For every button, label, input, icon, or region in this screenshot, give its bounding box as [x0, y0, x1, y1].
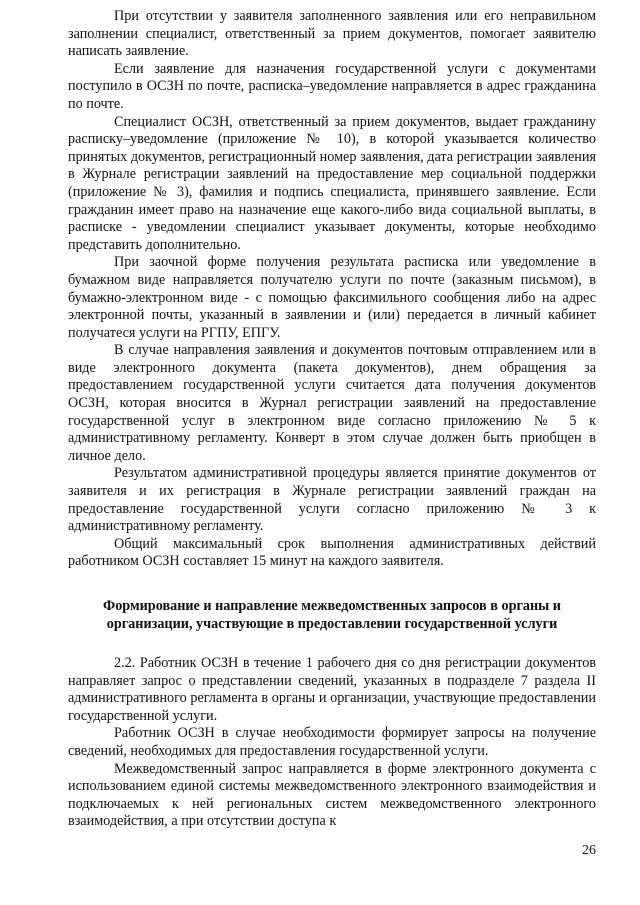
- paragraph-electronic-request: Межведомственный запрос направляется в форме электронного документа с использованием единой системы межведомственного электронного взаимодействия и подключаемых к ней региональных систем межведомственного электронного взаимодействия, а при отсутствии доступа к: [68, 760, 596, 830]
- paragraph-postal-application: Если заявление для назначения государственной услуги с документами поступило в ОСЗН по почте, расписка–уведомление направляется в адрес гражданина по почте.: [68, 60, 596, 112]
- document-page: [68, 8, 596, 831]
- paragraph-receipt-notification: Специалист ОСЗН, ответственный за прием документов, выдает гражданину расписку–уведомление (приложение № 10), в которой указывается количество принятых документов, регистрационный номер заявления, дата регистрации заявления в Журнале регистрации заявлений на предоставление мер социальной поддержки (приложение № 3), фамилия и подпись специалиста, принявшего заявление. Если гражданин имеет право на назначение еще какого-либо вида социальной выплаты, в расписке - уведомлении специалист указывает документы, которые необходимо представить дополнительно.: [68, 113, 596, 253]
- paragraph-postal-electronic-submission: В случае направления заявления и документов почтовым отправлением или в виде электронного документа (пакета документов), днем обращения за предоставлением государственной услуги считается дата получения документов ОСЗН, которая вносится в Журнал регистрации заявлений на предоставление государственной услуг в электронном виде согласно приложению № 5 к административному регламенту. Конверт в этом случае должен быть приобщен в личное дело.: [68, 342, 596, 464]
- paragraph-max-duration: Общий максимальный срок выполнения административных действий работником ОСЗН составляет 15 минут на каждого заявителя.: [68, 535, 596, 570]
- page-number: 26: [582, 843, 596, 858]
- paragraph-remote-result: При заочной форме получения результата расписка или уведомление в бумажном виде направляется получателю услуги по почте (заказным письмом), в бумажно-электронном виде - с помощью факсимильного сообщения либо на адрес электронной почты, указанный в заявлении и (или) передается в личный кабинет получатеся услуги на РГПУ, ЕПГУ.: [68, 254, 596, 341]
- paragraph-forming-requests: Работник ОСЗН в случае необходимости формирует запросы на получение сведений, необходимых для предоставления государственной услуги.: [68, 725, 596, 759]
- paragraph-interagency-request: 2.2. Работник ОСЗН в течение 1 рабочего дня со дня регистрации документов направляет запрос о представлении сведений, указанных в подразделе 7 раздела II административного регламента в органы и организации, участвующие предоставлении государственной услуги.: [68, 655, 596, 724]
- section-heading: Формирование и направление межведомственных запросов в органы и организации, участвующие в предоставлении государственной услуги: [103, 598, 561, 632]
- paragraph-procedure-result: Результатом административной процедуры является принятие документов от заявителя и их регистрация в Журнале регистрации заявлений граждан на предоставление государственной услуги согласно приложению № 3 к административному регламенту.: [68, 465, 596, 535]
- paragraph-incomplete-application: При отсутствии у заявителя заполненного заявления или его неправильном заполнении специалист, ответственный за прием документов, помогает заявителю написать заявление.: [68, 8, 596, 60]
